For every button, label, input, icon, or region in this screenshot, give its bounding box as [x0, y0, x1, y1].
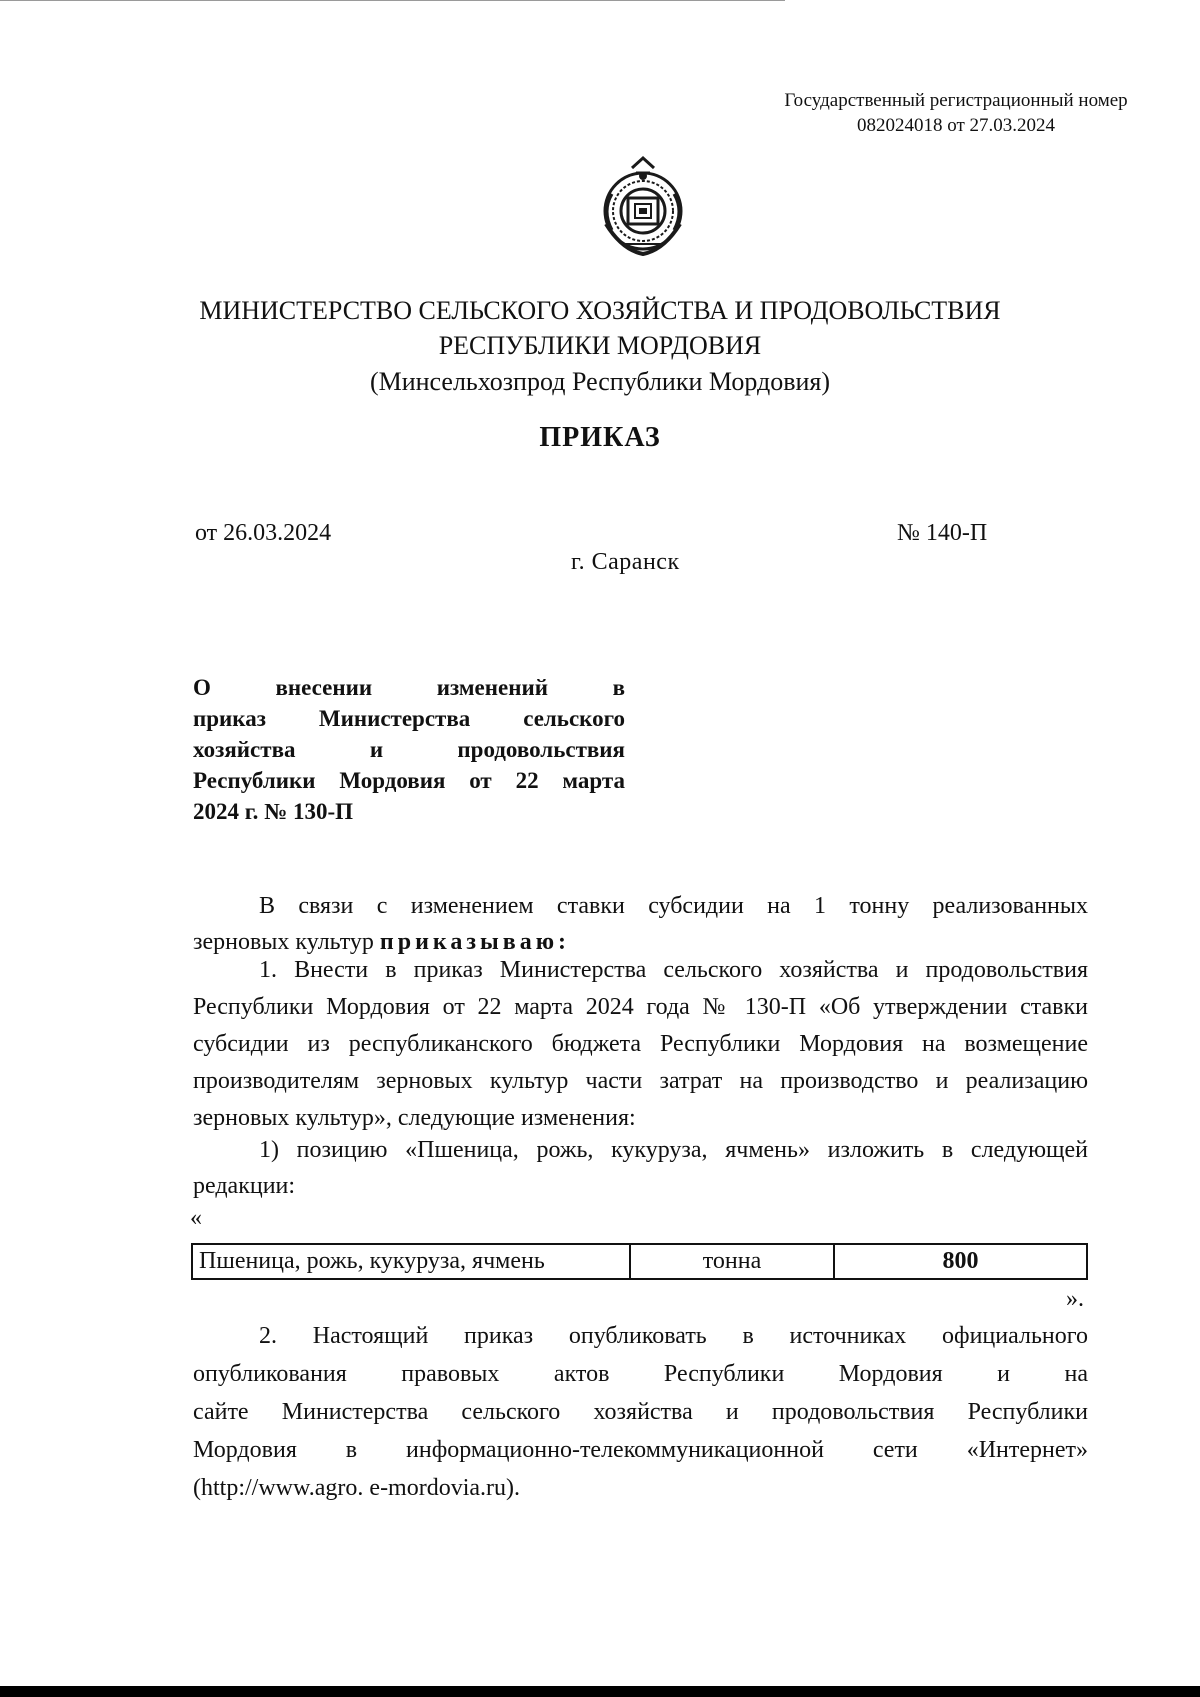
subject-line: Республики Мордовия от 22 марта — [193, 768, 625, 793]
ministry-name-line1: МИНИСТЕРСТВО СЕЛЬСКОГО ХОЗЯЙСТВА И ПРОДОВОЛЬСТВИЯ — [199, 296, 1001, 325]
coat-of-arms-icon — [592, 154, 694, 260]
item-1-line: производителям зерновых культур части затрат на производство и реализацию — [193, 1068, 1088, 1094]
item-1-line: субсидии из республиканского бюджета Республики Мордовия на возмещение — [193, 1031, 1088, 1057]
order-date: от 26.03.2024 — [195, 520, 332, 546]
item-2-line: сайте Министерства сельского хозяйства и продовольствия Республики — [193, 1399, 1088, 1425]
ministry-name-line2: РЕСПУБЛИКИ МОРДОВИЯ — [438, 331, 762, 360]
subitem-1-line: 1) позицию «Пшеница, рожь, кукуруза, ячмень» изложить в следующей — [259, 1137, 1088, 1163]
item-1-line: Республики Мордовия от 22 марта 2024 года № 130-П «Об утверждении ставки — [193, 994, 1088, 1020]
item-1-paragraph — [193, 952, 1088, 1137]
order-keyword-colon: : — [558, 929, 567, 955]
preamble-line: В связи с изменением ставки субсидии на 1 тонну реализованных — [259, 893, 1088, 919]
subject-line: 2024 г. № 130-П — [193, 799, 354, 824]
order-number: № 140-П — [897, 520, 988, 546]
table-cell-crop: Пшеница, рожь, кукуруза, ячмень — [192, 1244, 630, 1279]
item-2-line: (http://www.agro. e-mordovia.ru). — [193, 1475, 521, 1501]
order-city: г. Саранск — [571, 549, 680, 575]
order-keyword: приказываю — [379, 929, 559, 955]
registration-stamp — [766, 88, 1146, 138]
registration-number: 082024018 от 27.03.2024 — [856, 115, 1056, 136]
preamble-text: зерновых культур — [193, 929, 380, 955]
item-2-paragraph — [193, 1317, 1088, 1507]
item-2-line: опубликования правовых актов Республики Мордовия и на — [193, 1361, 1088, 1387]
scan-edge-top — [0, 0, 785, 1]
item-1-line: 1. Внести в приказ Министерства сельского хозяйства и продовольствия — [259, 957, 1088, 983]
quote-close-mark: ». — [1066, 1286, 1084, 1312]
quote-open-mark: « — [190, 1205, 202, 1231]
subject-line: хозяйства и продовольствия — [193, 737, 625, 762]
registration-label: Государственный регистрационный номер — [784, 90, 1128, 111]
subject-line: О внесении изменений в — [193, 675, 625, 700]
table-row — [192, 1244, 1087, 1279]
item-2-line: Мордовия в информационно-телекоммуникационной сети «Интернет» — [193, 1437, 1088, 1463]
table-cell-unit: тонна — [630, 1244, 834, 1279]
document-type-title: ПРИКАЗ — [539, 422, 661, 453]
table-cell-rate: 800 — [834, 1244, 1087, 1279]
scan-edge-bottom — [0, 1686, 1200, 1697]
item-2-line: 2. Настоящий приказ опубликовать в источниках официального — [259, 1323, 1088, 1349]
subsidy-rate-table — [191, 1243, 1088, 1280]
item-1-line: зерновых культур», следующие изменения: — [193, 1105, 636, 1131]
subject-line: приказ Министерства сельского — [193, 706, 625, 731]
preamble-paragraph — [193, 888, 1088, 960]
subitem-1-paragraph — [193, 1132, 1088, 1204]
order-subject — [193, 672, 625, 827]
subitem-1-line: редакции: — [193, 1173, 296, 1199]
ministry-short-name: (Минсельхозпрод Республики Мордовия) — [369, 367, 831, 396]
